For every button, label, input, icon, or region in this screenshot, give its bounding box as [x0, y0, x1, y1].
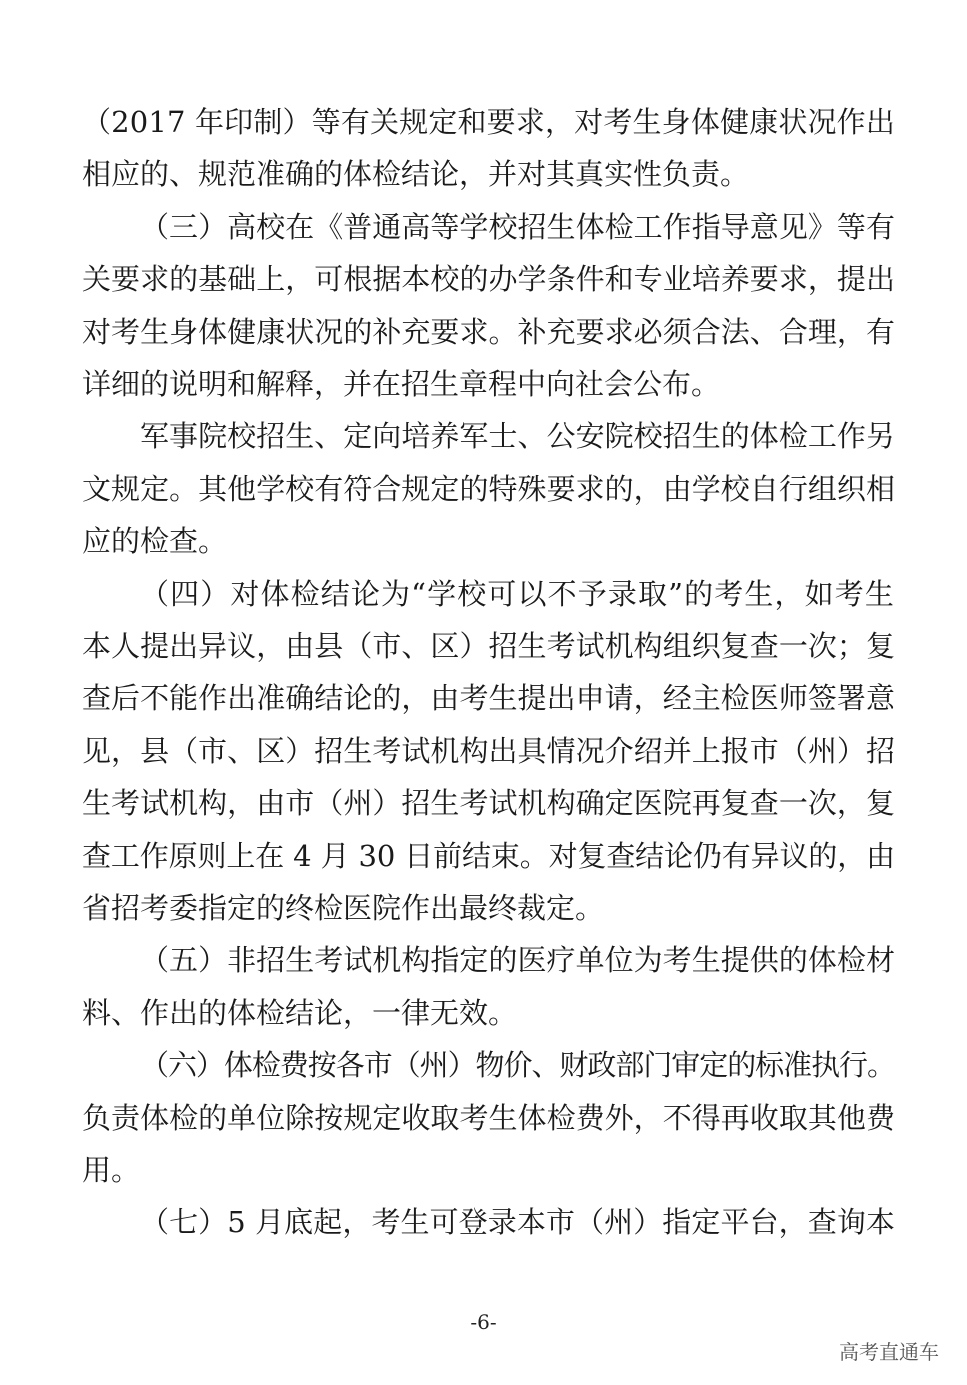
text-line: （2017 年印制）等有关规定和要求，对考生身体健康状况作出	[82, 105, 895, 139]
text-line: 负责体检的单位除按规定收取考生体检费外，不得再收取其他费	[82, 1100, 895, 1135]
text-line: 料、作出的体检结论，一律无效。	[82, 995, 518, 1030]
page-number: -6-	[470, 1310, 497, 1334]
text-line: 查后不能作出准确结论的，由考生提出申请，经主检医师签署意	[82, 681, 895, 716]
text-line: （五）非招生考试机构指定的医疗单位为考生提供的体检材	[140, 943, 895, 978]
text-line: 本人提出异议，由县（市、区）招生考试机构组织复查一次；复	[82, 629, 895, 663]
text-line: 详细的说明和解释，并在招生章程中向社会公布。	[82, 367, 721, 401]
text-line: 应的检查。	[82, 524, 228, 559]
text-line: （四）对体检结论为“学校可以不予录取”的考生，如考生	[140, 576, 895, 611]
text-line: 关要求的基础上，可根据本校的办学条件和专业培养要求，提出	[82, 262, 895, 297]
text-line: 查工作原则上在 4 月 30 日前结束。对复查结论仍有异议的，由	[82, 838, 895, 873]
text-line: 见，县（市、区）招生考试机构出具情况介绍并上报市（州）招	[82, 733, 895, 768]
text-line: （六）体检费按各市（州）物价、财政部门审定的标准执行。	[140, 1048, 895, 1083]
text-line: 生考试机构，由市（州）招生考试机构确定医院再复查一次，复	[82, 786, 895, 821]
text-line: （七）5 月底起，考生可登录本市（州）指定平台，查询本	[140, 1205, 895, 1240]
text-line: 文规定。其他学校有符合规定的特殊要求的，由学校自行组织相	[82, 471, 895, 506]
text-line: 相应的、规范准确的体检结论，并对其真实性负责。	[82, 157, 750, 192]
text-line: 对考生身体健康状况的补充要求。补充要求必须合法、合理，有	[82, 314, 895, 349]
text-line: 用。	[82, 1153, 141, 1187]
text-line: 省招考委指定的终检医院作出最终裁定。	[82, 891, 605, 925]
text-line: 军事院校招生、定向培养军士、公安院校招生的体检工作另	[140, 419, 895, 454]
watermark: 高考直通车	[839, 1340, 939, 1364]
text-line: （三）高校在《普通高等学校招生体检工作指导意见》等有	[140, 209, 895, 244]
